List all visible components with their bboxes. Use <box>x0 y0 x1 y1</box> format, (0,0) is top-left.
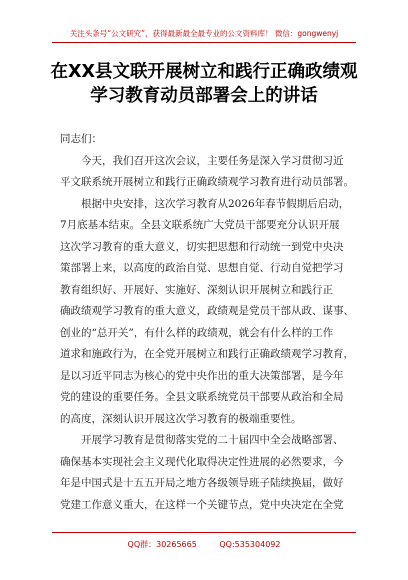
header-promo-text: 关注头条号“公文研究”，获得最新最全最专业的公文资料库！ 微信：gongwenyj <box>69 29 339 38</box>
footer-qq-group: QQ群：30265665 <box>127 540 197 549</box>
document-title <box>40 60 368 108</box>
body-line: 平文联系统开展树立和践行正确政绩观学习教育进行动员部署。 <box>60 176 354 188</box>
footer-qq: QQ:535304092 <box>219 540 281 549</box>
body-line: 开展学习教育是贯彻落实党的二十届四中全会战略部署、 <box>81 434 344 446</box>
body-line: 党的建设的重要任务。全县文联系统党员干部要从政治和全局 <box>60 391 344 403</box>
body-line: 根据中央安排，这次学习教育从2026年春节假期后启动， <box>81 197 350 210</box>
body-line: 这次学习教育的重大意义，切实把思想和行动统一到党中央决 <box>60 240 344 253</box>
page-header <box>0 0 408 40</box>
salutation: 同志们： <box>60 133 102 145</box>
title-line-1: 在XX县文联开展树立和践行正确政绩观 <box>50 62 358 82</box>
body-line: 是以习近平同志为核心的党中央作出的重大决策部署，是今年 <box>60 369 344 382</box>
body-line: 策部署上来，以高度的政治自觉、思想自觉、行动自觉把学习 <box>60 262 344 274</box>
footer-divider <box>52 532 356 533</box>
body-line: 7月底基本结束。全县文联系统广大党员干部要充分认识开展 <box>60 219 340 231</box>
body-line: 确政绩观学习教育的重大意义，政绩观是党员干部从政、谋事、 <box>60 305 354 317</box>
body-line: 党建工作意义重大，在这样一个关键节点，党中央决定在全党 <box>60 498 344 511</box>
footer-contact <box>0 539 408 550</box>
body-line: 创业的“总开关”，有什么样的政绩观，就会有什么样的工作 <box>60 326 334 339</box>
title-line-2: 学习教育动员部署会上的讲话 <box>90 86 318 106</box>
document-body <box>60 129 354 516</box>
body-line: 今天，我们召开这次会议，主要任务是深入学习贯彻习近 <box>81 154 344 167</box>
body-line: 教育组织好、开展好、实施好、深刻认识开展树立和践行正 <box>60 283 333 296</box>
body-line: 的高度，深刻认识开展这次学习教育的极端重要性。 <box>60 412 302 425</box>
body-line: 道求和施政行为，在全党开展树立和践行正确政绩观学习教育， <box>60 348 354 360</box>
header-divider <box>52 42 356 43</box>
page-footer <box>0 532 408 562</box>
body-line: 年是中国式是十五五开局之地方各级领导班子陆续换届，做好 <box>60 477 344 489</box>
body-line: 确保基本实现社会主义现代化取得决定性进展的必然要求，今 <box>60 455 344 468</box>
